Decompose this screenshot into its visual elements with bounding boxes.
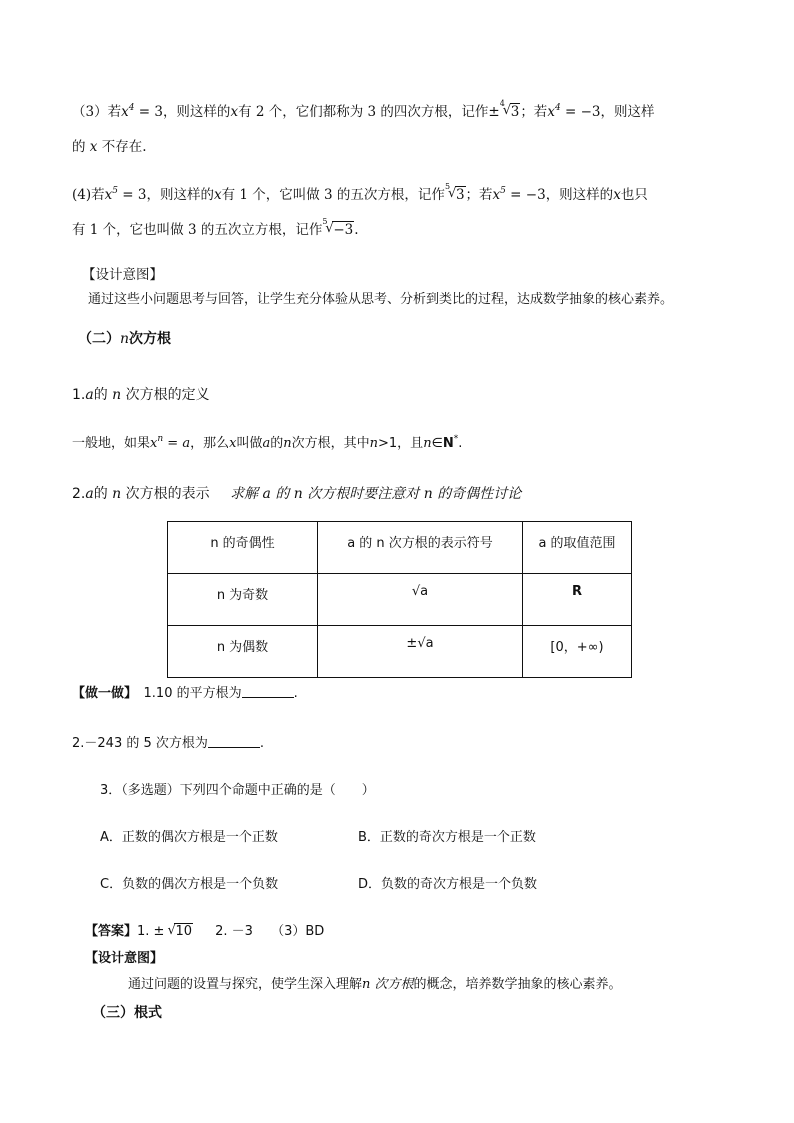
def-text: 叫做 <box>236 436 263 451</box>
math-x4-eq-3: $x^4$ <box>121 103 135 120</box>
p3-text: ；若 <box>520 104 548 120</box>
table-cell: n 为偶数 <box>168 626 318 678</box>
try-it-label: 【做一做】 <box>72 686 131 701</box>
p3-text: （3）若 <box>72 104 122 120</box>
math-x: x <box>230 104 239 120</box>
math-x: x <box>613 187 621 203</box>
p4-text: (4)若 <box>72 187 105 203</box>
note-text: 的 <box>275 486 290 502</box>
table-header-cell: a 的取值范围 <box>523 522 632 574</box>
try-it-q3: 3．（多选题）下列四个命题中正确的是（ ） <box>100 783 375 798</box>
math-n: n <box>112 387 122 403</box>
answer-blank[interactable] <box>242 685 294 698</box>
section-heading-text: 次方根 <box>129 331 172 347</box>
math-x: x <box>85 139 102 155</box>
p4-text: ，则这样的 <box>545 187 614 203</box>
option-b[interactable]: B．正数的奇次方根是一个正数 <box>358 830 536 845</box>
math-x5-eq-neg3: $x^5$ <box>492 186 506 203</box>
p3-text: 不存在. <box>101 139 147 155</box>
paragraph-4-line2 <box>72 218 359 238</box>
p3-text: ，则这样 <box>600 104 655 120</box>
question-text: . <box>259 736 265 751</box>
table-header-row <box>168 522 632 574</box>
answer-blank[interactable] <box>208 735 260 748</box>
option-d[interactable]: D．负数的奇次方根是一个负数 <box>358 877 538 892</box>
table-header-cell: a 的 n 次方根的表示符号 <box>318 522 523 574</box>
p4-text: ；若 <box>465 187 493 203</box>
def-text: 的 <box>270 436 284 451</box>
intent-text: n 次方根 <box>362 977 414 992</box>
answer-text: 2. －3 <box>215 924 253 939</box>
table-row <box>168 626 632 678</box>
math-n-in-N: n <box>423 436 432 451</box>
representation-note: 求解 a 的 n 次方根时要注意对 n 的奇偶性讨论 <box>230 486 522 502</box>
table-cell: ±√a <box>318 626 523 678</box>
design-intent-text <box>128 973 622 992</box>
paragraph-3-line2 <box>72 135 147 155</box>
question-text: 1.10 的平方根为 <box>143 686 242 701</box>
math-x5-eq-3: $x^5$ <box>104 186 118 203</box>
definition-text: 一般地，如果$x^n = a$，那么x叫做a的n次方根，其中n>1，且n∈N*. <box>72 434 463 451</box>
p4-text: ，则这样的 <box>146 187 214 203</box>
answer-label: 【答案】 <box>85 924 138 939</box>
section-heading-3: （三）根式 <box>92 1005 162 1021</box>
answer-text: （3）BD <box>271 924 325 939</box>
table-cell: [0，+∞) <box>523 626 632 678</box>
section-heading-text: （二） <box>78 331 120 347</box>
math-n: n <box>120 331 130 347</box>
heading-text: 次方根的表示 <box>125 486 210 502</box>
def-text: ，那么 <box>190 436 230 451</box>
math-n: n <box>283 436 292 451</box>
radical-5-3: 5 √ 3 <box>444 182 465 203</box>
math-n-gt-1: n <box>369 436 378 451</box>
nth-root-table <box>167 521 632 678</box>
table-row <box>168 574 632 626</box>
option-a[interactable]: A．正数的偶次方根是一个正数 <box>100 830 278 845</box>
table-cell: R <box>523 574 632 626</box>
note-text: 的奇偶性讨论 <box>437 486 522 502</box>
table-cell: √a <box>318 574 523 626</box>
try-it-q1 <box>72 682 298 701</box>
p3-text: 有 2 个，它们都称为 3 的四次方根，记作 <box>238 104 489 120</box>
heading-text: 的 <box>93 486 108 502</box>
paragraph-4-line1: (4)若$x^5 = 3$，则这样的x有 1 个，它叫做 3 的五次方根，记作 5 √ 3；若$x^5 = -3$，则这样的x也只 <box>72 182 648 203</box>
note-text: 求解 <box>230 486 259 502</box>
question-text: . <box>293 686 298 701</box>
heading-text: 次方根的定义 <box>125 387 210 403</box>
heading-text: 2. <box>72 486 86 502</box>
p3-text: ，则这样的 <box>162 104 231 120</box>
radical-10: √ 10 <box>167 923 192 939</box>
design-intent-label: 【设计意图】 <box>82 267 163 283</box>
p4-text: . <box>354 222 359 238</box>
table-cell: n 为奇数 <box>168 574 318 626</box>
intent-text: 的概念，培养数学抽象的核心素养。 <box>413 977 622 992</box>
heading-text: 的 <box>93 387 108 403</box>
p4-text: 也只 <box>620 187 648 203</box>
radical-5-neg3: 5 √ −3 <box>322 217 354 238</box>
try-it-q2 <box>72 732 264 751</box>
answer-text: 10 <box>175 924 192 939</box>
p4-text: 有 1 个，它叫做 3 的五次方根，记作 <box>221 187 445 203</box>
p4-text: 有 1 个，它也叫做 3 的五次立方根，记作 <box>72 222 323 238</box>
math-x4-eq-neg3: $x^4$ <box>547 103 561 120</box>
question-text: 2.－243 的 5 次方根为 <box>72 736 208 751</box>
def-text: 次方根，其中 <box>291 436 370 451</box>
math-a: a <box>85 486 94 502</box>
math-xn-eq-a: $x^n = a$ <box>150 434 191 451</box>
answer-text: 1. ± <box>137 924 165 939</box>
option-c[interactable]: C．负数的偶次方根是一个负数 <box>100 877 279 892</box>
design-intent-label: 【设计意图】 <box>85 951 164 966</box>
note-text: 次方根时要注意对 <box>307 486 420 502</box>
math-a: a <box>85 387 94 403</box>
def-text: 一般地，如果 <box>72 436 151 451</box>
representation-heading <box>72 483 521 503</box>
table-header-cell: n 的奇偶性 <box>168 522 318 574</box>
math-x: x <box>229 436 237 451</box>
p3-text: 的 <box>72 139 86 155</box>
math-n: n <box>112 486 122 502</box>
answer-line <box>85 920 324 939</box>
radical-4-3: 4 √ 3 <box>499 99 520 120</box>
math-x: x <box>213 187 222 203</box>
definition-heading <box>72 384 210 404</box>
def-text: ，且 <box>397 436 424 451</box>
paragraph-3-line1: （3）若$x^4 = 3$，则这样的x有 2 个，它们都称为 3 的四次方根，记作± 4 √ 3；若$x^4 = -3$，则这样 <box>72 99 655 120</box>
math-a: a <box>262 436 271 451</box>
intent-text: 通过问题的设置与探究，使学生深入理解 <box>128 977 363 992</box>
design-intent-text: 通过这些小问题思考与回答，让学生充分体验从思考、分析到类比的过程，达成数学抽象的核心素养。 <box>88 292 674 307</box>
heading-text: 1. <box>72 387 86 403</box>
section-heading-2 <box>78 328 171 348</box>
